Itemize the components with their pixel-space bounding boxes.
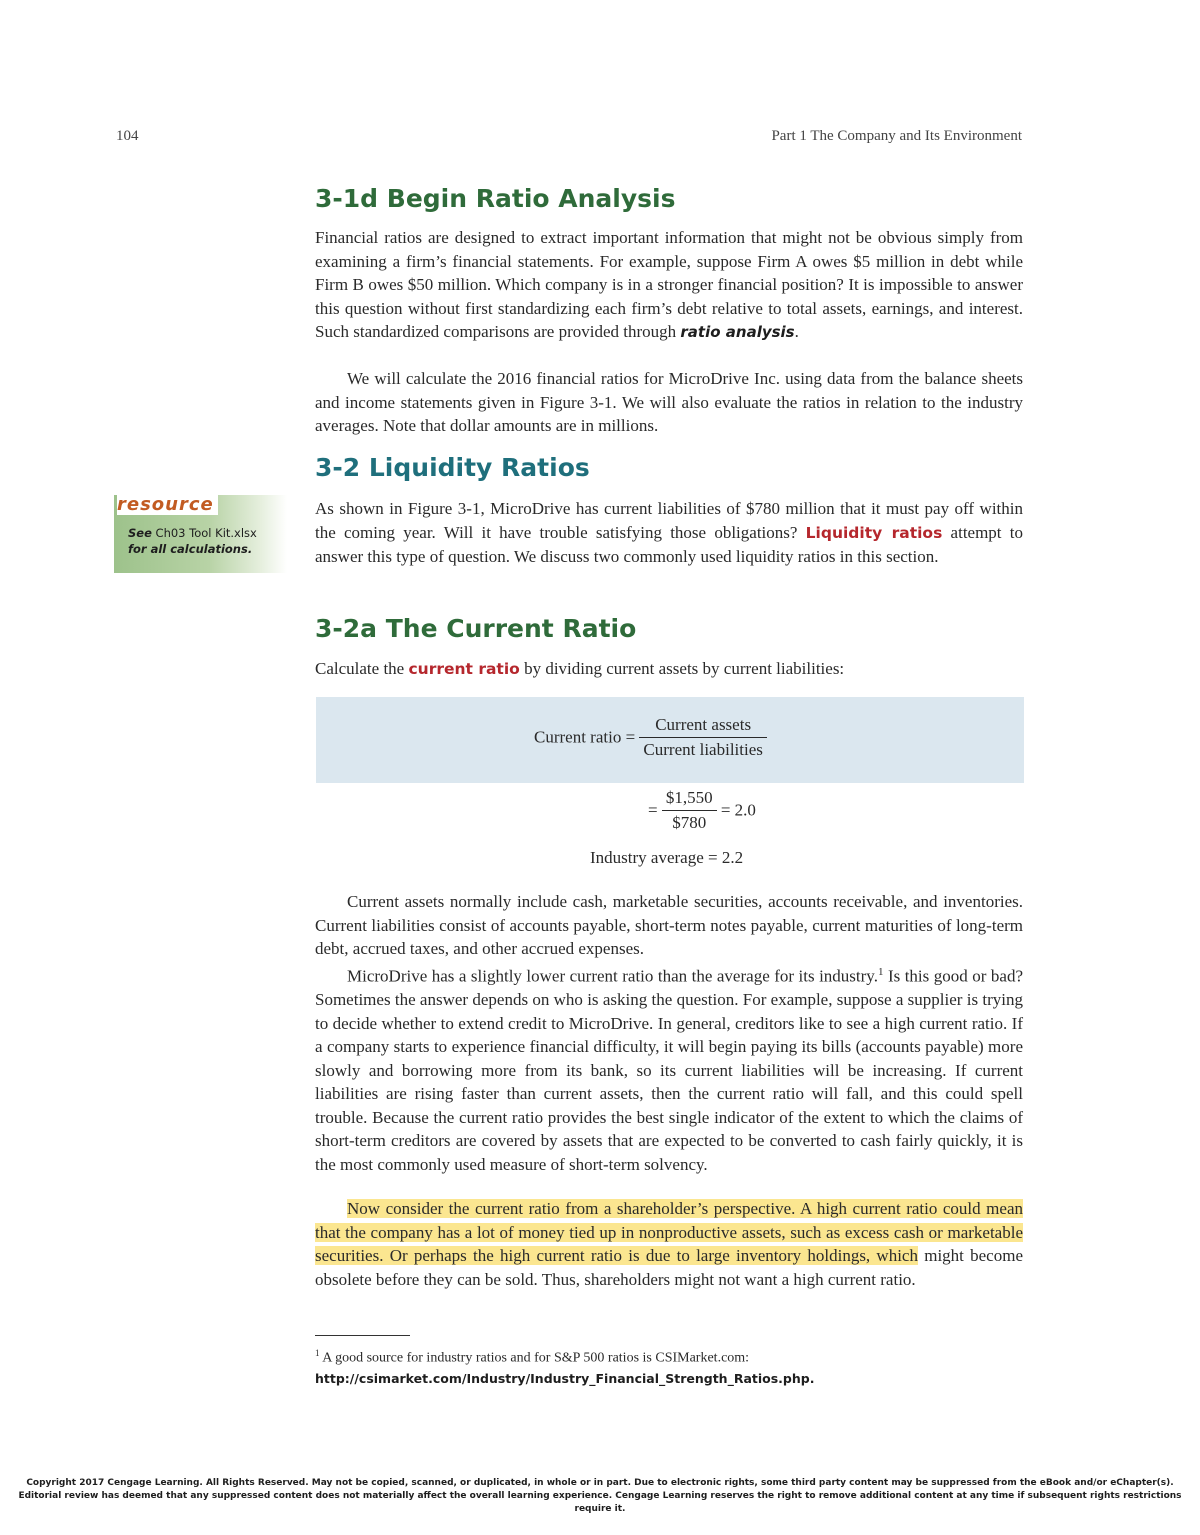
text-span: Calculate the (315, 659, 409, 678)
highlighted-text: Now consider the current ratio from a shareholder’s perspective. A high current ratio could mean that the company has a lot of money tied up in nonproductive assets, such as excess cash or marketable securities. Or perhaps the high current ratio is due to large inventory holdings, which (315, 1199, 1023, 1265)
paragraph-liquidity (315, 497, 1023, 569)
paragraph-microdrive-ratios: We will calculate the 2016 financial ratios for MicroDrive Inc. using data from the balance sheets and income statements given in Figure 3-1. We will also evaluate the ratios in relation to the industry averages. Note that dollar amounts are in millions. (315, 369, 1023, 435)
calc-numerator: $1,550 (662, 788, 717, 811)
copyright-line-2: Editorial review has deemed that any suppressed content does not materially affect the overall learning experience. Cengage Learning reserves the right to remove additional content at any time if subsequent rights restrictions require it. (18, 1491, 1182, 1514)
text-span: Financial ratios are designed to extract important information that might not be obvious simply from examining a firm’s financial statements. For example, suppose Firm A owes $5 million in debt while Firm B owes $50 million. Which company is in a stronger financial position? It is impossible to answer this question without first standardizing each firm’s debt relative to total assets, earnings, and interest. Such standardized comparisons are provided through (315, 228, 1023, 341)
formula-numerator: Current assets (639, 715, 766, 738)
running-title: Part 1 The Company and Its Environment (771, 128, 1022, 144)
resource-sidebar (114, 495, 287, 573)
page-number: 104 (116, 128, 139, 144)
footnote-rule (315, 1335, 410, 1336)
heading-liquidity-ratios: 3-2 Liquidity Ratios (315, 453, 590, 482)
footnote-number: 1 (315, 1348, 320, 1358)
text-span: Is this good or bad? Sometimes the answer depends on who is asking the question. For example, suppose a supplier is trying to decide whether to extend credit to MicroDrive. In general, creditors like to see a high current ratio. If a company starts to experience financial difficulty, it will begin paying its bills (accounts payable) more slowly and borrowing more from its bank, so its current liabilities will be increasing. If current liabilities are rising faster than current assets, then the current ratio will fall, and this could spell trouble. Because the current ratio provides the best single indicator of the extent to which the claims of short-term creditors are covered by assets that are expected to be converted to cash fairly quickly, it is the most commonly used measure of short-term solvency. (315, 966, 1023, 1174)
text-span: by dividing current assets by current liabilities: (519, 659, 845, 678)
text-span: As shown in Figure 3-1, MicroDrive has current liabilities of $780 million that it must pay off within the coming year. Will it have trouble satisfying those obligations? (315, 499, 1023, 542)
footnote (315, 1343, 1023, 1390)
resource-title: resource (117, 494, 218, 515)
paragraph-current-ratio-intro (315, 657, 1023, 682)
text-span: attempt to answer this type of question. We discuss two commonly used liquidity ratios in this section. (315, 522, 1023, 566)
keyword-liquidity-ratios: Liquidity ratios (805, 523, 943, 542)
resource-rest: for all calculations. (128, 542, 253, 556)
paragraph-current-assets: Current assets normally include cash, marketable securities, accounts receivable, and inventories. Current liabilities consist of accounts payable, short-term notes payable, current maturities of long-term debt, accrued taxes, and other accrued expenses. (315, 892, 1023, 958)
formula-lhs: Current ratio = (534, 727, 636, 747)
calc-fraction (662, 788, 717, 833)
footnote-marker: 1 (877, 966, 884, 978)
footnote-text: A good source for industry ratios and for S&P 500 ratios is CSIMarket.com: (322, 1350, 750, 1366)
paragraph-microdrive-lower (315, 961, 1023, 1176)
heading-current-ratio: 3-2a The Current Ratio (315, 614, 637, 643)
paragraph-shareholder (315, 1197, 1023, 1291)
calc-equals: = (648, 800, 658, 820)
calc-result: = 2.0 (720, 800, 756, 820)
heading-begin-ratio-analysis: 3-1d Begin Ratio Analysis (315, 184, 676, 213)
footnote-link[interactable]: http://csimarket.com/Industry/Industry_Financial_Strength_Ratios.php. (315, 1370, 815, 1386)
paragraph-financial-ratios (315, 226, 1023, 345)
industry-average: Industry average = 2.2 (590, 848, 744, 867)
keyword-ratio-analysis: ratio analysis (680, 323, 795, 341)
current-ratio-formula (534, 715, 767, 760)
text-span: MicroDrive has a slightly lower current ratio than the average for its industry. (347, 966, 878, 986)
resource-file: Ch03 Tool Kit.xlsx (151, 526, 257, 540)
formula-box (316, 697, 1024, 783)
calc-denominator: $780 (672, 813, 707, 832)
copyright-line-1: Copyright 2017 Cengage Learning. All Rights Reserved. May not be copied, scanned, or duplicated, in whole or in part. Due to electronic rights, some third party content may be suppressed from the eBook and/or eChapter(s). (26, 1478, 1174, 1488)
formula-denominator: Current liabilities (643, 740, 763, 759)
calculation-line (648, 788, 756, 833)
text-span: might become obsolete before they can be sold. Thus, shareholders might not want a high current ratio. (315, 1246, 1023, 1289)
formula-fraction (639, 715, 766, 760)
keyword-current-ratio: current ratio (408, 660, 520, 678)
text-span: . (794, 322, 799, 341)
resource-text (128, 525, 257, 557)
resource-see: See (128, 526, 152, 540)
